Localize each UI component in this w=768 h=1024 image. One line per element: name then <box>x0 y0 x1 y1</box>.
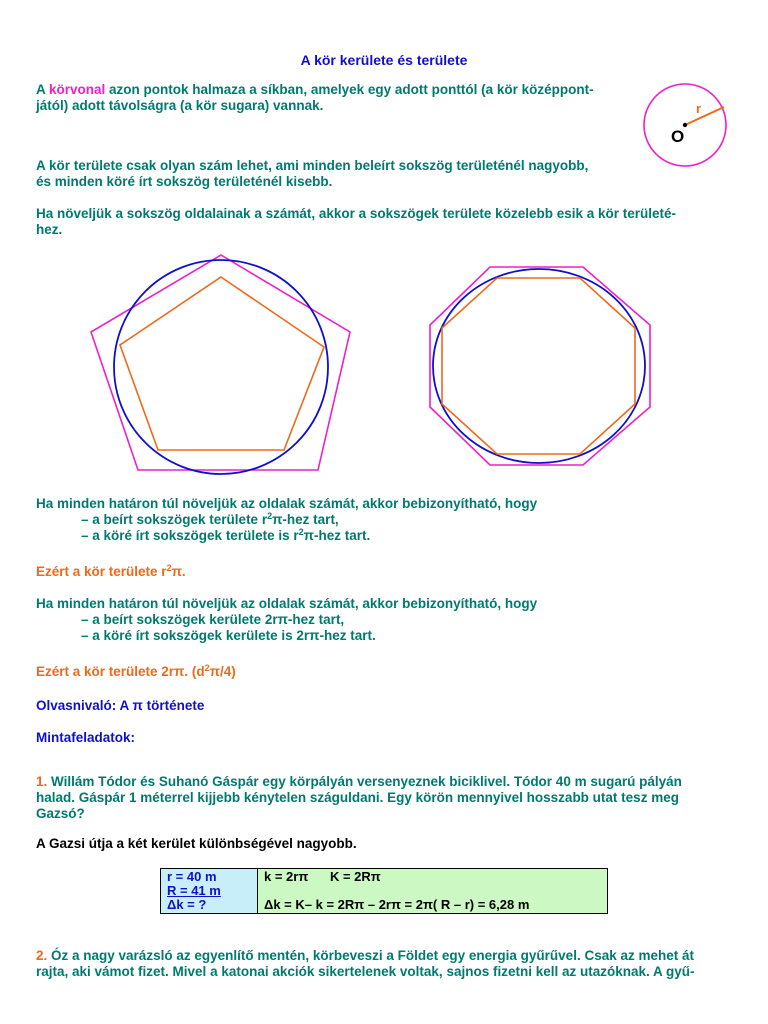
solution-table <box>160 868 608 914</box>
limit-area-bullet-2: – a köré írt sokszögek területe is $r^2\pi$-hez tart. <box>81 527 371 543</box>
pentagon-circle <box>114 260 328 474</box>
area-conclusion: Ezért a kör területe $r^2\pi$. <box>36 563 186 579</box>
area-p2-line2: hez. <box>36 222 63 237</box>
given-r: r = 40 m <box>167 869 217 884</box>
problem-2-line1: Óz a nagy varázsló az egyenlítő mentén, körbeveszi a Földet egy energia gyűrűvel. Csak az mehet át <box>47 948 694 963</box>
given-values-cell <box>161 869 258 914</box>
problem-1-line2: halad. Gáspár 1 méterrel kijjebb kénytelen száguldani. Egy körön mennyivel hosszabb utat tesz meg <box>36 790 679 805</box>
perimeter-conclusion: Ezért a kör területe 2rπ. $(d^2\pi/4)$ <box>36 663 236 679</box>
reading-link[interactable]: Olvasnivaló: A π története <box>36 698 205 713</box>
area-paragraph-2 <box>36 206 736 238</box>
inscribed-octagon <box>442 278 635 454</box>
problem-1 <box>36 774 756 822</box>
formula-line-1: k = 2rπ K = 2Rπ <box>264 869 381 884</box>
problem-1-line1: Willám Tódor és Suhanó Gáspár egy körpályán versenyeznek biciklivel. Tódor 40 m sugarú pályán <box>47 774 682 789</box>
circumscribed-octagon <box>430 267 650 465</box>
octagon-circle <box>433 269 645 463</box>
limit-area-bullet-1: – a beírt sokszögek területe $r^2\pi$-hez tart, <box>81 511 339 527</box>
problem-2 <box>36 948 756 980</box>
formula-line-2: Δk = K– k = 2Rπ – 2rπ = 2π( R – r) = 6,28 m <box>264 897 530 912</box>
highlight-term: körvonal <box>49 82 106 97</box>
circumscribed-pentagon <box>91 255 350 470</box>
problem-2-number: 2. <box>36 948 48 963</box>
limit-area-paragraph <box>36 496 736 544</box>
problem-1-number: 1. <box>36 774 48 789</box>
limit-perimeter-intro: Ha minden határon túl növeljük az oldalak számát, akkor bebizonyítható, hogy <box>36 596 538 611</box>
problem-1-line3: Gazsó? <box>36 806 85 821</box>
limit-perimeter-bullet-2: – a köré írt sokszögek kerülete is 2rπ-hez tart. <box>81 628 376 643</box>
page-title: A kör kerülete és területe <box>300 52 468 68</box>
definition-paragraph <box>36 82 636 114</box>
radius-circle-figure <box>630 80 740 170</box>
center-label: O <box>671 127 685 146</box>
area-p1-line1: A kör területe csak olyan szám lehet, ami minden beleírt sokszög területénél nagyobb, <box>36 158 589 173</box>
definition-line1: azon pontok halmaza a síkban, amelyek egy adott ponttól (a kör középpont- <box>105 82 594 97</box>
definition-prefix: A <box>36 82 49 97</box>
given-unknown: Δk = ? <box>167 897 207 912</box>
area-p1-line2: és minden köré írt sokszög területénél kisebb. <box>36 174 333 189</box>
limit-area-intro: Ha minden határon túl növeljük az oldalak számát, akkor bebizonyítható, hogy <box>36 496 538 511</box>
octagon-figure <box>425 262 660 472</box>
pentagon-figure <box>80 245 370 480</box>
examples-heading: Mintafeladatok: <box>36 730 136 745</box>
problem-2-line2: rajta, aki vámot fizet. Mivel a katonai akciók sikertelenek voltak, sajnos fizetni kell az utazóknak. A gyű- <box>36 964 695 979</box>
answer-1: A Gazsi útja a két kerület különbségével nagyobb. <box>36 836 357 851</box>
limit-perimeter-paragraph <box>36 596 736 644</box>
area-p2-line1: Ha növeljük a sokszög oldalainak a számát, akkor a sokszögek területe közelebb esik a kör területé- <box>36 206 677 221</box>
radius-line <box>685 107 724 125</box>
radius-label: r <box>696 101 702 116</box>
definition-line2: jától) adott távolságra (a kör sugara) vannak. <box>36 98 324 113</box>
inscribed-pentagon <box>120 277 324 450</box>
limit-perimeter-bullet-1: – a beírt sokszögek kerülete 2rπ-hez tart, <box>81 612 345 627</box>
area-paragraph-1 <box>36 158 736 190</box>
given-R: R = 41 m <box>167 883 221 898</box>
formula-cell <box>258 869 608 914</box>
